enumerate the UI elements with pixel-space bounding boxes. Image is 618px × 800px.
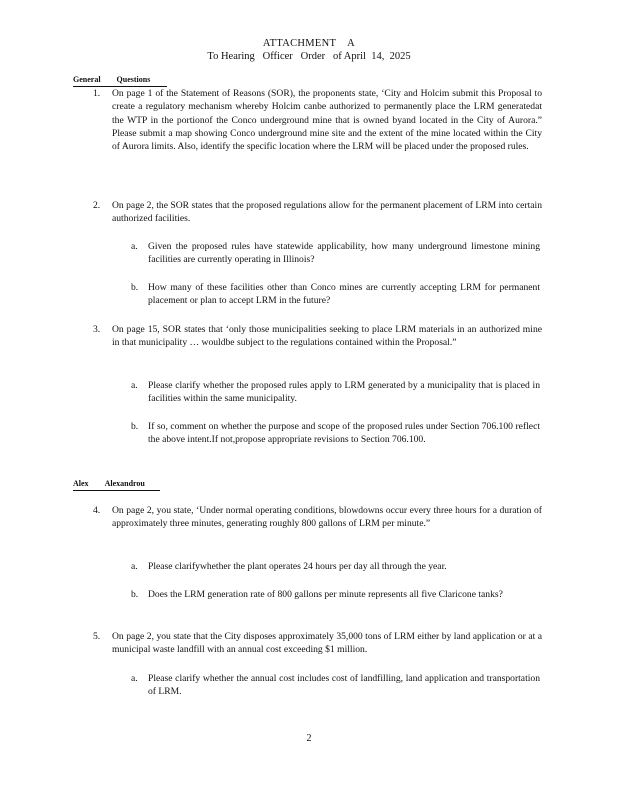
question-text: On page 15, SOR states that ‘only those municipalities seeking to place LRM materials in an authorized mine in that municipality … wouldbe subject to the regulations contained within the Proposal.” [112,324,542,349]
sub-question-text: Please clarifywhether the plant operates 24 hours per day all through the year. [148,561,447,572]
question-2 [93,199,542,226]
sub-question-letter: a. [131,673,138,684]
sub-question-letter: a. [131,241,138,252]
question-text: On page 2, you state that the City disposes approximately 35,000 tons of LRM either by land application or at a municipal waste landfill with an annual cost exceeding $1 million. [112,631,542,656]
question-4a [131,560,540,573]
page-number: 2 [306,733,312,744]
sub-question-text: If so, comment on whether the purpose and scope of the proposed rules under Section 706.100 reflect the above intent.If not,propose appropriate revisions to Section 706.100. [148,421,540,446]
question-3 [93,323,542,350]
section-heading-alex-alexandrou [73,479,160,491]
section-heading-word: General [73,75,101,84]
question-number: 5. [93,631,101,642]
question-4b [131,588,540,601]
attachment-title: ATTACHMENT A [262,38,356,49]
section-heading-word: Alex [73,479,89,488]
question-2a [131,240,540,267]
question-text: On page 1 of the Statement of Reasons (SOR), the proponents state, ‘City and Holcim submit this Proposal to create a regulatory mechanism whereby Holcim canbe authorized to permanently place the LRM generatedat the WTP in the portionof the Conco underground mine that is owned byand located in the City of Aurora.” Please submit a map showing Conco underground mine site and the extent of the mine located within the City of Aurora limits. Also, identify the specific location where the LRM will be placed under the proposed rules. [112,88,542,153]
sub-question-letter: a. [131,561,138,572]
question-3a [131,379,540,406]
section-heading-general-questions [73,75,167,87]
section-heading-word: Questions [116,75,151,84]
sub-question-letter: b. [131,589,139,600]
question-5a [131,672,540,699]
question-number: 2. [93,200,101,211]
section-heading-word: Alexandrou [104,479,145,488]
sub-question-text: How many of these facilities other than Conco mines are currently accepting LRM for permanent placement or plan to accept LRM in the future? [148,282,540,307]
sub-question-text: Given the proposed rules have statewide applicability, how many underground limestone mining facilities are currently operating in Illinois? [148,241,540,266]
question-text: On page 2, you state, ‘Under normal operating conditions, blowdowns occur every three hours for a duration of approximately three minutes, generating roughly 800 gallons of LRM per minute.” [112,505,542,530]
question-text: On page 2, the SOR states that the proposed regulations allow for the permanent placement of LRM into certain authorized facilities. [112,200,542,225]
sub-question-text: Please clarify whether the annual cost includes cost of landfilling, land application and transportation of LRM. [148,673,540,698]
question-number: 3. [93,324,101,335]
question-3b [131,420,540,447]
question-number: 4. [93,505,101,516]
sub-question-letter: a. [131,380,138,391]
sub-question-text: Please clarify whether the proposed rules apply to LRM generated by a municipality that is placed in facilities within the same municipality. [148,380,540,405]
sub-question-letter: b. [131,282,139,293]
question-2b [131,281,540,308]
question-4 [93,504,542,531]
sub-question-letter: b. [131,421,139,432]
question-number: 1. [93,88,101,99]
question-1 [93,87,542,153]
attachment-subtitle: To Hearing Officer Order of April 14, 2025 [207,51,411,62]
question-5 [93,630,542,657]
sub-question-text: Does the LRM generation rate of 800 gallons per minute represents all five Claricone tanks? [148,589,503,600]
